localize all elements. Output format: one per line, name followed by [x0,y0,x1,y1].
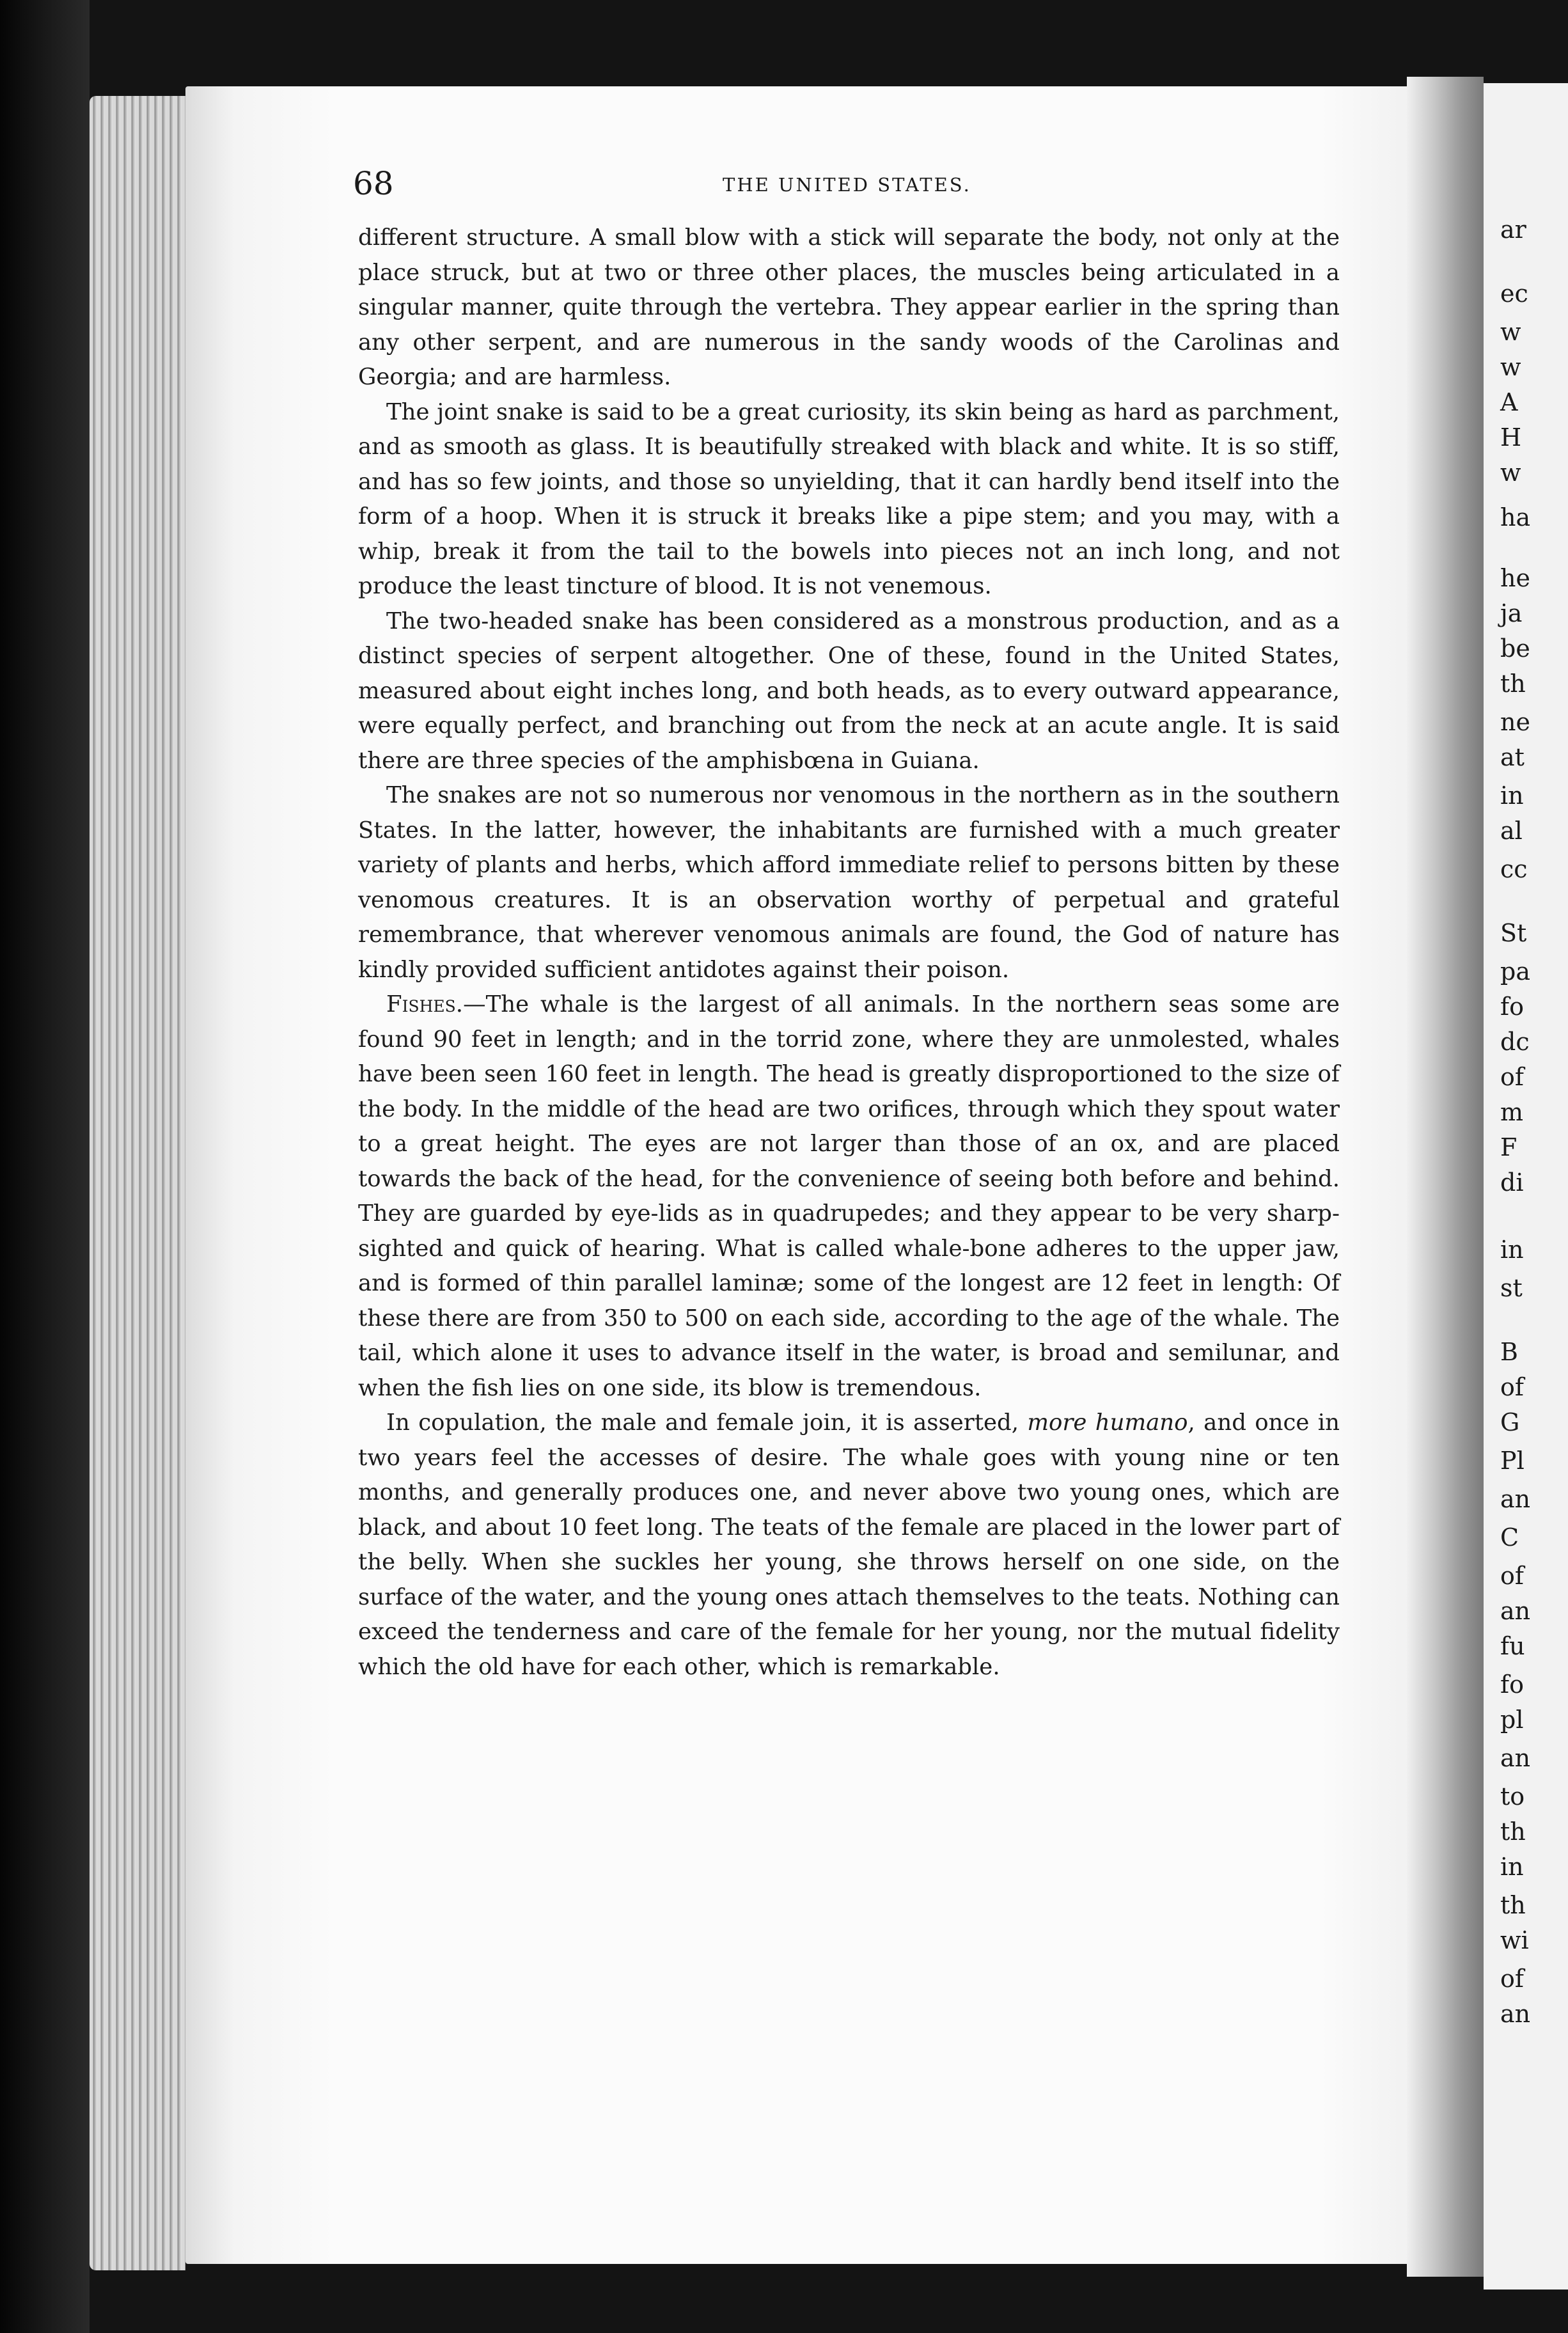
facing-page-fragment: ne [1500,708,1530,736]
facing-page-fragment: B [1500,1338,1518,1366]
page-number: 68 [353,165,394,202]
facing-page-fragment: fo [1500,1670,1524,1699]
facing-page-fragment: dc [1500,1028,1530,1056]
facing-page [1484,83,1568,2290]
facing-page-fragment: of [1500,1063,1524,1091]
paragraph-fishes [358,987,1340,1406]
facing-page-fragment: fo [1500,993,1524,1021]
facing-page-fragment: w [1500,459,1521,487]
section-heading-fishes: Fishes. [386,991,464,1017]
facing-page-fragment: st [1500,1274,1523,1302]
running-head: THE UNITED STATES. [723,174,971,196]
facing-page-fragment: th [1500,670,1526,698]
facing-page-fragment: cc [1500,855,1528,883]
facing-page-fragment: F [1500,1133,1517,1161]
facing-page-fragment: H [1500,423,1522,452]
facing-page-fragment: ec [1500,279,1528,308]
facing-page-fragment: m [1500,1098,1524,1126]
facing-page-fragment: w [1500,353,1521,381]
facing-page-fragment: in [1500,1853,1524,1881]
facing-page-fragment: of [1500,1965,1524,1993]
facing-page-fragment: ja [1500,599,1523,627]
facing-page-fragment: ar [1500,216,1526,244]
facing-page-fragment: th [1500,1891,1526,1919]
facing-page-fragment: an [1500,1744,1531,1772]
facing-page-fragment: pl [1500,1706,1524,1734]
facing-page-fragment: an [1500,1597,1531,1625]
italic-phrase: more humano [1027,1410,1188,1436]
facing-page-fragment: di [1500,1168,1524,1197]
paragraph-two-headed-snake: The two-headed snake has been considered as a monstrous production, and as a distinct species of serpent altogether. One of these, found in the United States, measured about eight inches long, and both heads, as to every outward appearance, were equally perfect, and branching out from the neck at an acute angle. It is said there are three species of the amphisbœna in Guiana. [358,608,1340,774]
facing-page-fragment: of [1500,1373,1524,1401]
facing-page-fragment: A [1500,388,1518,416]
paragraph-copulation-a: In copulation, the male and female join, it is asserted, [386,1410,1019,1436]
facing-page-fragment: at [1500,743,1525,771]
facing-page-fragment: St [1500,919,1527,947]
facing-page-fragment: th [1500,1818,1526,1846]
paragraph-snakes-distribution: The snakes are not so numerous nor venomous in the northern as in the southern States. In the latter, however, the inhabitants are furnished with a much greater variety of plants and herbs, which afford immediate relief to persons bitten by these venomous creatures. It is an observation worthy of perpetual and grateful remembrance, that wherever venomous animals are found, the God of nature has kindly provided sufficient antidotes against their poison. [358,782,1340,983]
facing-page-fragment: al [1500,817,1523,845]
facing-page-fragment: Pl [1500,1447,1525,1475]
facing-page-fragment: ha [1500,503,1531,531]
facing-page-fragment: in [1500,782,1524,810]
facing-page-fragment: of [1500,1562,1524,1590]
facing-page-fragment: fu [1500,1632,1525,1660]
facing-page-fragment: be [1500,634,1530,663]
facing-page-fragment: pa [1500,957,1530,986]
paragraph-joint-snake: The joint snake is said to be a great curiosity, its skin being as hard as parchment, and as smooth as glass. It is beautifully streaked with black and white. It is so stiff, and has so few joints, and those so unyielding, that it can hardly bend itself into the form of a hoop. When it is struck it breaks like a pipe stem; and you may, with a whip, break it from the tail to the bowels into pieces not an inch long, and not produce the least tincture of blood. It is not venemous. [358,398,1340,599]
facing-page-fragment: in [1500,1236,1524,1264]
scanner-gutter [0,0,90,2333]
paragraph-copulation [358,1406,1340,1685]
facing-page-fragment: G [1500,1408,1520,1436]
paragraph-fishes-text: —The whale is the largest of all animals. In the northern seas some are found 90 feet in length; and in the torrid zone, where they are unmolested, whales have been seen 160 feet in length. The head is greatly disproportioned to the size of the body. In the middle of the head are two orifices, through which they spout water to a great height. The eyes are not larger than those of an ox, and are placed towards the back of the head, for the convenience of seeing both before and behind. They are guarded by eye-lids as in quadrupedes; and they appear to be very sharp-sighted and quick of hearing. What is called whale-bone adheres to the upper jaw, and is formed of thin parallel laminæ; some of the longest are 12 feet in length: Of these there are from 350 to 500 on each side, according to the age of the whale. The tail, which alone it uses to advance itself in the water, is broad and semilunar, and when the fish lies on one side, its blow is tremendous. [358,991,1340,1401]
paragraph-1: different structure. A small blow with a stick will separate the body, not only at the place struck, but at two or three other places, the muscles being articulated in a singular manner, quite through the vertebra. They appear earlier in the spring than any other serpent, and are numerous in the sandy woods of the Carolinas and Georgia; and are harmless. [358,224,1340,390]
facing-page-fragment: an [1500,1485,1531,1513]
facing-page-fragment: C [1500,1523,1519,1551]
paragraph-copulation-b: , and once in two years feel the accesses of desire. The whale goes with young nine or ten months, and generally produces one, and never above two young ones, which are black, and about 10 feet long. The teats of the female are placed in the lower part of the belly. When she suckles her young, she throws herself on one side, on the surface of the water, and the young ones attach themselves to the teats. Nothing can exceed the tenderness and care of the female for her young, nor the mutual fidelity which the old have for each other, which is remarkable. [358,1410,1340,1680]
facing-page-fragment: an [1500,2000,1531,2028]
facing-page-fragment: to [1500,1782,1525,1811]
facing-page-fragment: he [1500,564,1530,592]
body-text [358,221,1340,1685]
facing-page-fragment: w [1500,318,1521,346]
book-spine-shadow [1407,77,1484,2277]
book-page-edges [90,96,185,2270]
facing-page-fragment: wi [1500,1926,1529,1954]
